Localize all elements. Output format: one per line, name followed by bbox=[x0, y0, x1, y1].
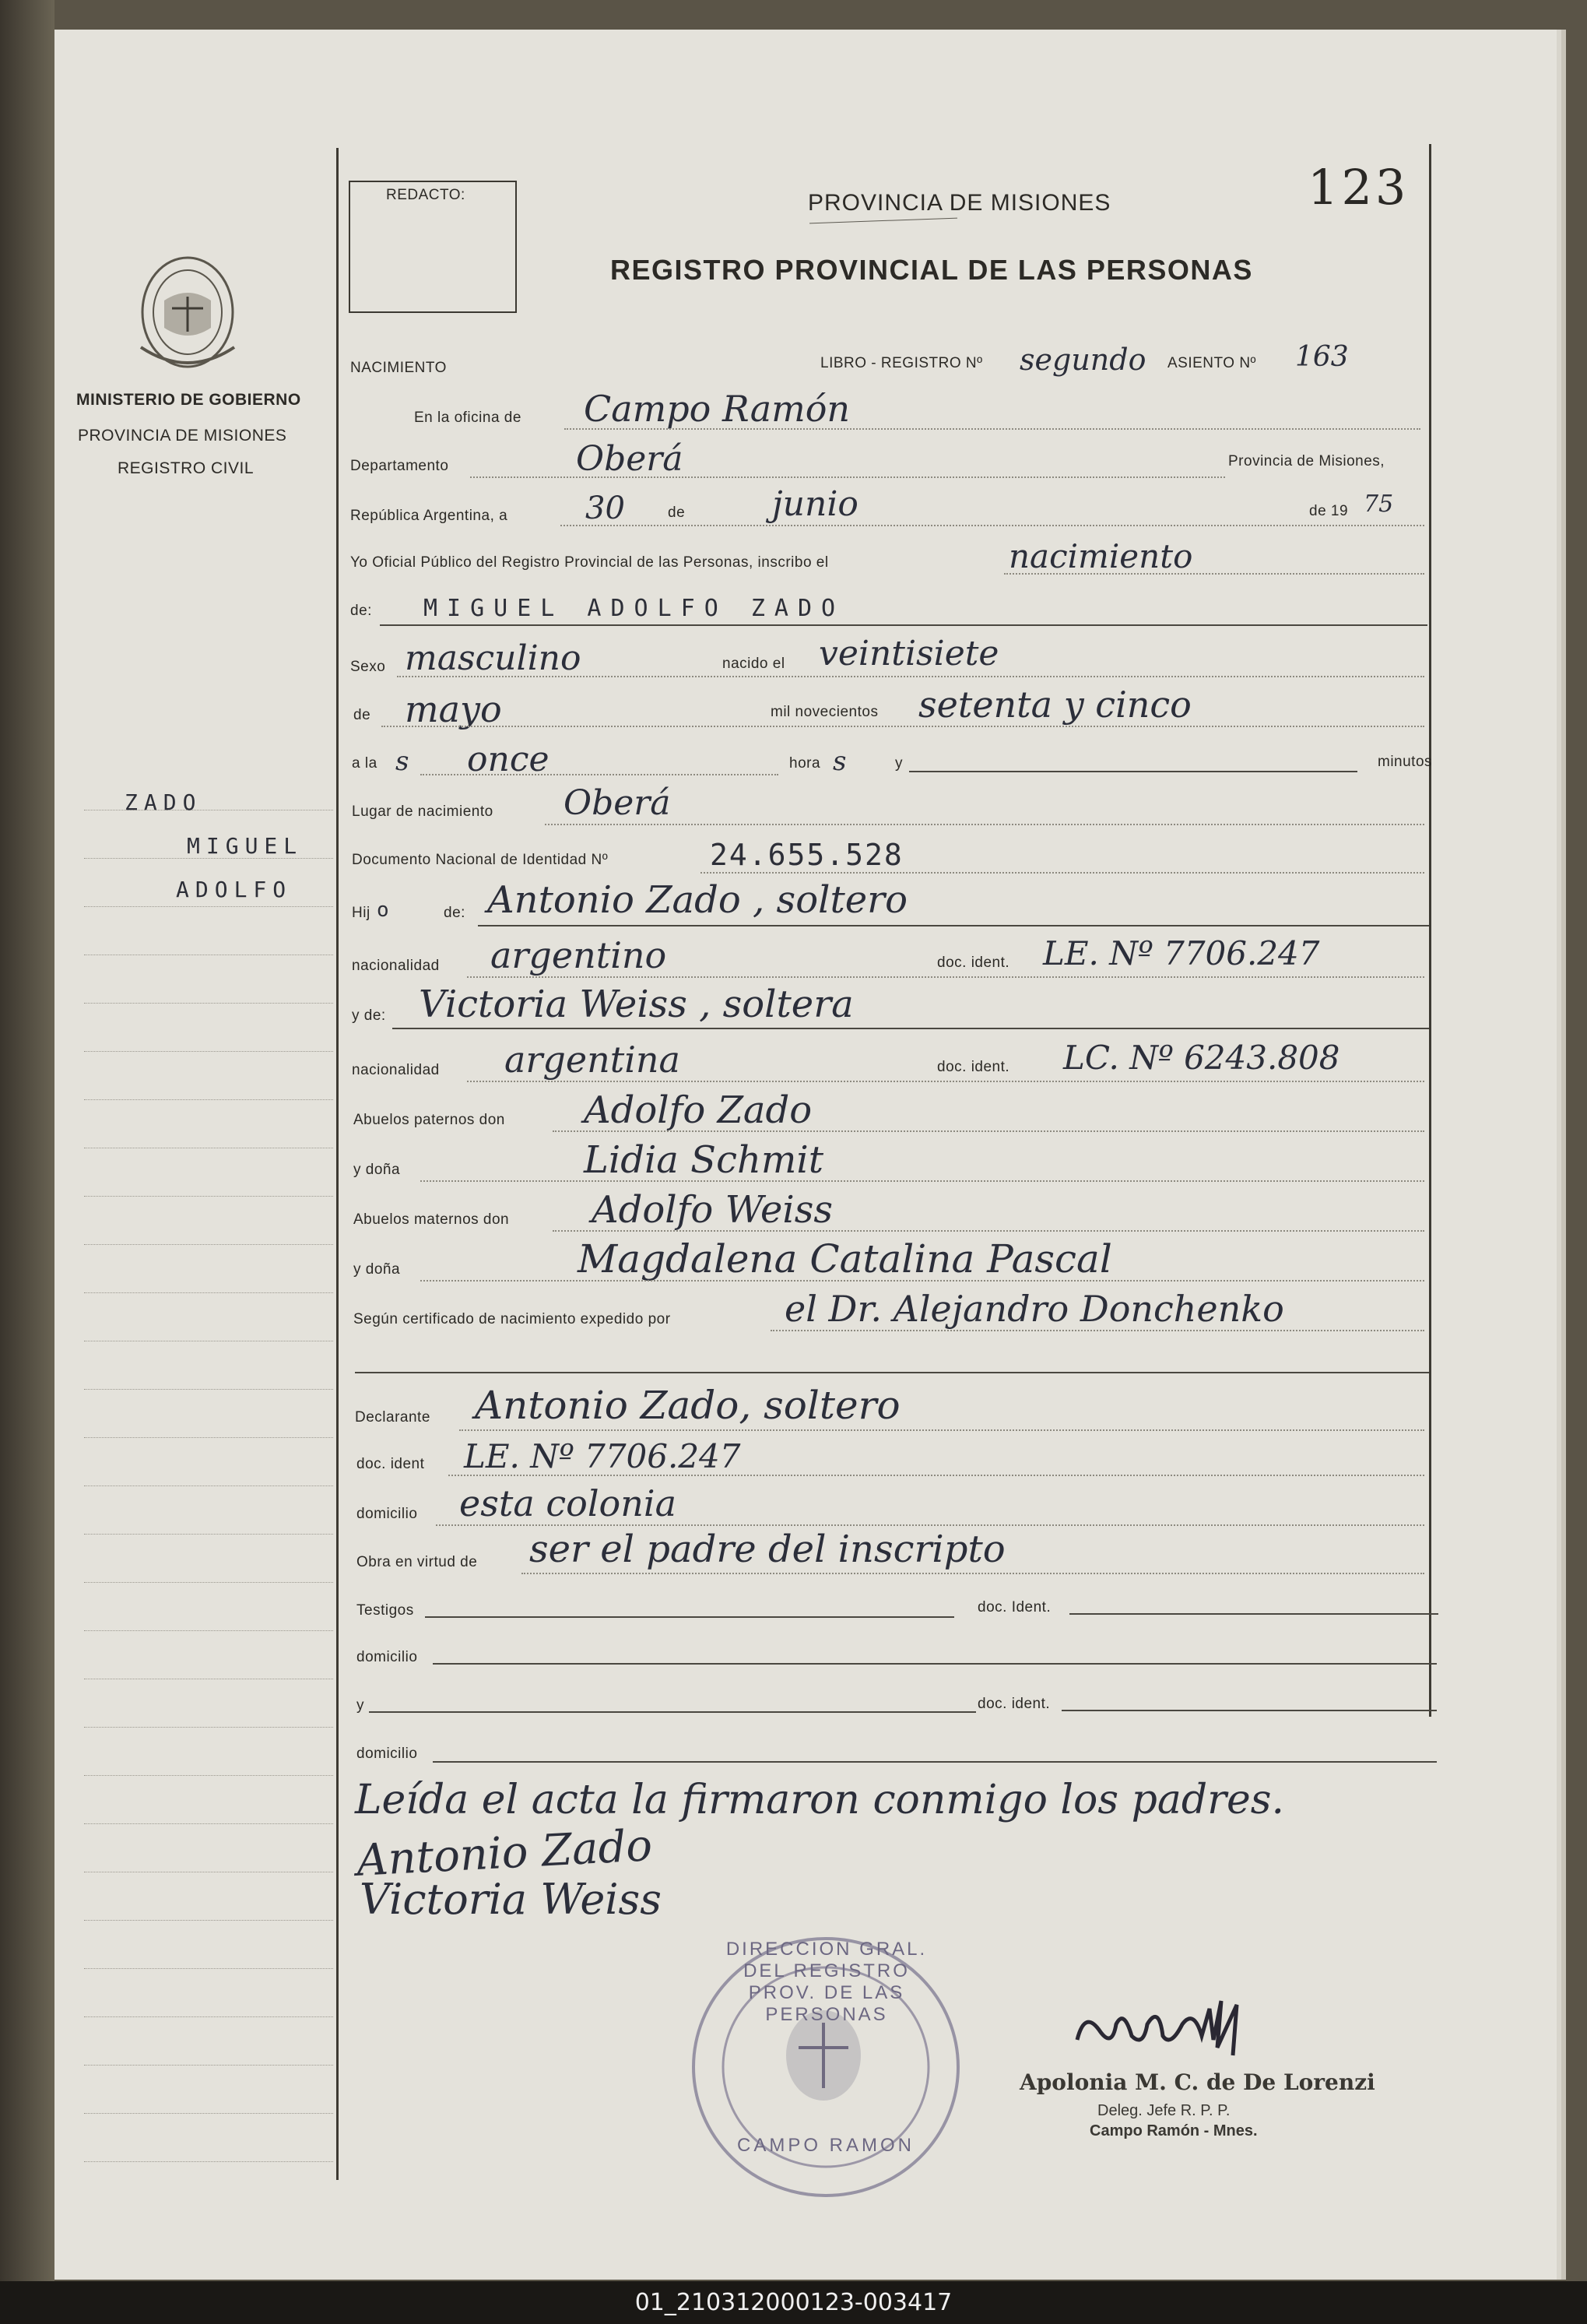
libro-label: LIBRO - REGISTRO Nº bbox=[820, 355, 983, 371]
dia-value: 30 bbox=[585, 490, 625, 526]
declarante-label: Declarante bbox=[355, 1409, 430, 1426]
margin-ruled-line bbox=[84, 1630, 333, 1631]
nac1-label: nacionalidad bbox=[352, 958, 440, 974]
official-signature bbox=[1069, 1993, 1272, 2063]
margin-ruled-line bbox=[84, 1920, 333, 1921]
firma-padre: Antonio Zado bbox=[355, 1820, 654, 1886]
dni-label: Documento Nacional de Identidad Nº bbox=[352, 852, 609, 868]
abuelo-m-value: Adolfo Weiss bbox=[592, 1188, 834, 1232]
departamento-label: Departamento bbox=[350, 458, 449, 474]
stamp-inner: CAMPO RAMON bbox=[736, 2135, 915, 2156]
margin-ruled-line bbox=[84, 906, 333, 907]
testigos-line bbox=[425, 1616, 954, 1618]
horas-label: hora bbox=[789, 755, 821, 772]
domicilio-value: esta colonia bbox=[459, 1482, 676, 1524]
signature-scribble-icon bbox=[1069, 1993, 1272, 2063]
firma-madre: Victoria Weiss bbox=[360, 1875, 662, 1924]
anio-value: 75 bbox=[1364, 490, 1394, 518]
doc1-value: LE. Nº 7706.247 bbox=[1043, 934, 1320, 972]
lugar-line bbox=[545, 824, 1424, 825]
sexo-value: masculino bbox=[405, 638, 581, 678]
margin-ruled-line bbox=[84, 2161, 333, 2162]
doc2-value: LC. Nº 6243.808 bbox=[1063, 1039, 1340, 1077]
page-number: 123 bbox=[1308, 159, 1410, 216]
nac1-value: argentino bbox=[490, 934, 667, 976]
doc2-label: doc. ident. bbox=[937, 1059, 1010, 1075]
margin-ruled-line bbox=[84, 1727, 333, 1728]
y-de-label: y de: bbox=[352, 1007, 386, 1024]
margin-ruled-line bbox=[84, 1389, 333, 1390]
departamento-value: Oberá bbox=[576, 439, 683, 479]
testigos-doc-label: doc. Ident. bbox=[978, 1599, 1052, 1616]
doc-ident-line bbox=[448, 1475, 1424, 1476]
segun-separator bbox=[355, 1372, 1429, 1373]
obra-line bbox=[521, 1573, 1424, 1574]
doc-ident3-line bbox=[1062, 1710, 1437, 1711]
margin-ruled-line bbox=[84, 1968, 333, 1969]
dni-value: 24.655.528 bbox=[710, 838, 904, 872]
nacido-label: nacido el bbox=[722, 656, 785, 672]
testigos-label: Testigos bbox=[356, 1602, 414, 1619]
margin-ruled-line bbox=[84, 1823, 333, 1824]
libro-value: segundo bbox=[1020, 343, 1146, 377]
padre-value: Antonio Zado , soltero bbox=[487, 878, 908, 922]
nac2-line bbox=[467, 1081, 1424, 1082]
y2-label: y bbox=[356, 1697, 364, 1714]
segun-line bbox=[771, 1330, 1424, 1331]
hijo-de-label: de: bbox=[444, 905, 465, 921]
mil-label: mil novecientos bbox=[771, 704, 879, 720]
madre-line bbox=[392, 1028, 1429, 1029]
margin-ruled-line bbox=[84, 1485, 333, 1486]
abuela-m-value: Magdalena Catalina Pascal bbox=[578, 1236, 1112, 1282]
seal-emblem-icon bbox=[137, 254, 238, 371]
segun-label: Según certificado de nacimiento expedido por bbox=[353, 1311, 671, 1327]
official-title: Deleg. Jefe R. P. P. bbox=[1097, 2102, 1231, 2119]
margin-ruled-line bbox=[84, 1534, 333, 1535]
domicilio2-line bbox=[433, 1663, 1437, 1665]
hijo-label: Hij bbox=[352, 905, 370, 921]
abuela-p-value: Lidia Schmit bbox=[584, 1138, 824, 1182]
oficina-line bbox=[564, 428, 1420, 430]
domicilio-line bbox=[436, 1524, 1424, 1526]
lugar-label: Lugar de nacimiento bbox=[352, 803, 493, 820]
registry-stamp bbox=[682, 1931, 970, 2203]
doc-ident-value: LE. Nº 7706.247 bbox=[464, 1437, 741, 1475]
ministry-line1: MINISTERIO DE GOBIERNO bbox=[76, 391, 301, 409]
hora-line bbox=[420, 774, 778, 775]
asiento-label: ASIENTO Nº bbox=[1167, 355, 1256, 371]
segun-value: el Dr. Alejandro Donchenko bbox=[785, 1288, 1284, 1330]
province-title: PROVINCIA DE MISIONES bbox=[808, 190, 1111, 216]
closing-text: Leída el acta la firmaron conmigo los padres. bbox=[355, 1777, 1284, 1823]
image-caption: 01_210312000123-003417 bbox=[0, 2281, 1587, 2324]
departamento-line bbox=[470, 476, 1225, 478]
abuela-m-line bbox=[420, 1280, 1424, 1282]
dni-line bbox=[700, 872, 1424, 874]
margin-ruled-line bbox=[84, 1244, 333, 1245]
yo-oficial-line bbox=[1004, 573, 1424, 575]
domicilio-label: domicilio bbox=[356, 1506, 418, 1522]
nac2-label: nacionalidad bbox=[352, 1062, 440, 1078]
margin-ruled-line bbox=[84, 1003, 333, 1004]
y-label: y bbox=[895, 755, 903, 772]
abuelo-p-value: Adolfo Zado bbox=[584, 1088, 813, 1132]
madre-value: Victoria Weiss , soltera bbox=[419, 983, 854, 1026]
official-name: Apolonia M. C. de De Lorenzi bbox=[1020, 2069, 1375, 2095]
margin-name1: MIGUEL bbox=[187, 833, 304, 859]
abuelo-m-line bbox=[553, 1230, 1424, 1232]
minutos-line bbox=[909, 771, 1357, 772]
margin-ruled-line bbox=[84, 1051, 333, 1052]
margin-name2: ADOLFO bbox=[176, 877, 293, 902]
book-spine bbox=[0, 0, 54, 2324]
oficina-label: En la oficina de bbox=[414, 410, 521, 426]
abuela-m-label: y doña bbox=[353, 1261, 401, 1278]
registry-title: REGISTRO PROVINCIAL DE LAS PERSONAS bbox=[610, 254, 1253, 286]
y2-line bbox=[369, 1711, 976, 1713]
official-place: Campo Ramón - Mnes. bbox=[1090, 2122, 1258, 2139]
ministry-line3: REGISTRO CIVIL bbox=[118, 459, 255, 477]
mil-value: setenta y cinco bbox=[918, 684, 1192, 726]
a-las-label: a la bbox=[352, 755, 377, 772]
abuela-p-label: y doña bbox=[353, 1162, 401, 1178]
asiento-value: 163 bbox=[1295, 341, 1349, 373]
right-vertical-rule bbox=[1429, 144, 1431, 1717]
testigos-doc-line bbox=[1069, 1613, 1438, 1615]
declarante-value: Antonio Zado, soltero bbox=[475, 1383, 901, 1428]
yo-oficial-value: nacimiento bbox=[1009, 537, 1193, 575]
doc1-label: doc. ident. bbox=[937, 955, 1010, 971]
nac1-line bbox=[467, 976, 1424, 978]
doc-ident-label: doc. ident bbox=[356, 1456, 425, 1472]
doc-ident3-label: doc. ident. bbox=[978, 1696, 1051, 1712]
sexo-label: Sexo bbox=[350, 659, 386, 675]
nacido-mes-value: mayo bbox=[405, 688, 502, 730]
obra-value: ser el padre del inscripto bbox=[529, 1528, 1006, 1571]
margin-ruled-line bbox=[84, 1582, 333, 1583]
ministry-seal bbox=[137, 254, 238, 371]
horas-suffix: s bbox=[833, 746, 847, 777]
margin-ruled-line bbox=[84, 1292, 333, 1293]
minutos-label: minutos bbox=[1378, 754, 1433, 770]
nombre-value: MIGUEL ADOLFO ZADO bbox=[423, 595, 845, 622]
sexo-line bbox=[397, 676, 1424, 677]
fecha-line bbox=[560, 525, 1424, 526]
republica-label: República Argentina, a bbox=[350, 508, 508, 524]
margin-surname: ZADO bbox=[125, 789, 202, 815]
margin-ruled-line bbox=[84, 1775, 333, 1776]
nacido-value: veintisiete bbox=[819, 634, 999, 673]
margin-ruled-line bbox=[84, 2016, 333, 2017]
redacto-box bbox=[349, 181, 517, 313]
margin-ruled-line bbox=[84, 1437, 333, 1438]
provincia-label: Provincia de Misiones, bbox=[1228, 453, 1385, 469]
obra-label: Obra en virtud de bbox=[356, 1554, 478, 1570]
ministry-line2: PROVINCIA DE MISIONES bbox=[78, 427, 287, 445]
domicilio2-label: domicilio bbox=[356, 1649, 418, 1665]
de-anio-label: de 19 bbox=[1309, 503, 1349, 519]
yo-oficial-label: Yo Oficial Público del Registro Provincial de las Personas, inscribo el bbox=[350, 554, 829, 571]
hora-value: once bbox=[467, 740, 549, 779]
a-las-suffix: s bbox=[395, 746, 409, 777]
declarante-line bbox=[459, 1429, 1424, 1431]
left-vertical-rule bbox=[336, 148, 339, 2180]
margin-ruled-line bbox=[84, 2065, 333, 2066]
de-mes-label: de bbox=[353, 707, 371, 723]
abuelos-m-label: Abuelos maternos don bbox=[353, 1211, 510, 1228]
margin-ruled-line bbox=[84, 1196, 333, 1197]
redacto-label: REDACTO: bbox=[386, 187, 465, 203]
stamp-text: DIRECCION GRAL. DEL REGISTRO PROV. DE LAS PERSONAS bbox=[725, 1939, 928, 2025]
abuelo-p-line bbox=[553, 1130, 1424, 1132]
mes-value: junio bbox=[772, 484, 858, 524]
hijo-suffix: o bbox=[377, 898, 389, 922]
domicilio3-label: domicilio bbox=[356, 1746, 418, 1762]
de-nombre-label: de: bbox=[350, 603, 372, 619]
margin-ruled-line bbox=[84, 2113, 333, 2114]
lugar-value: Oberá bbox=[564, 783, 671, 823]
nac2-value: argentina bbox=[504, 1039, 680, 1081]
nombre-line bbox=[380, 624, 1427, 626]
oficina-value: Campo Ramón bbox=[584, 388, 851, 430]
domicilio3-line bbox=[433, 1761, 1437, 1763]
de-label: de bbox=[668, 505, 686, 521]
mes-line bbox=[381, 726, 1424, 727]
margin-ruled-line bbox=[84, 1099, 333, 1100]
abuela-p-line bbox=[420, 1180, 1424, 1182]
padre-line bbox=[478, 925, 1429, 926]
record-type: NACIMIENTO bbox=[350, 360, 447, 376]
abuelos-p-label: Abuelos paternos don bbox=[353, 1112, 505, 1128]
